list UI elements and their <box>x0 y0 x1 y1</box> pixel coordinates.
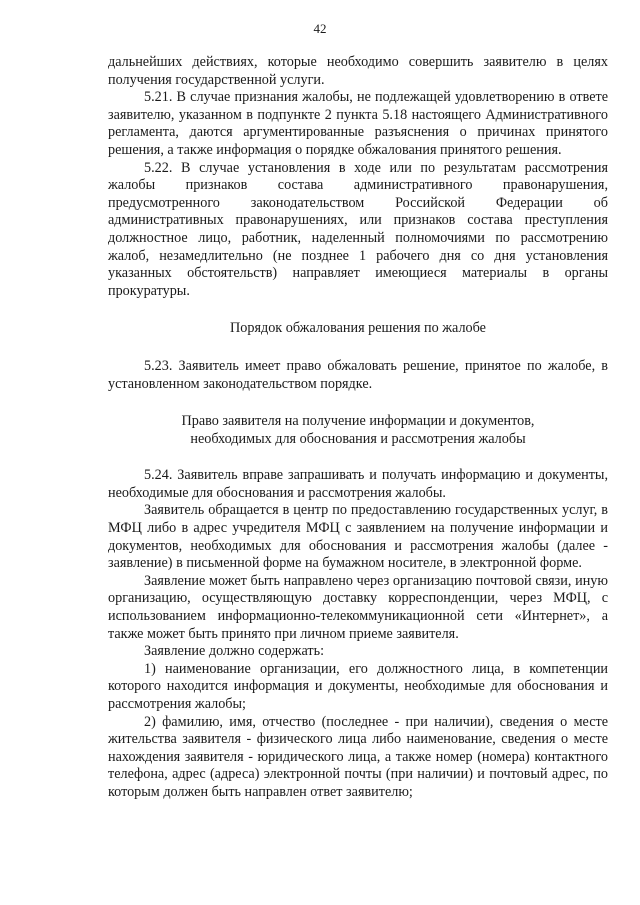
list-item-1: 1) наименование организации, его должностного лица, в компетенции которого находится информация и документы, необходимые для обоснования и рассмотрения жалобы; <box>108 660 608 712</box>
spacer <box>108 448 608 467</box>
heading-right-line-1: Право заявителя на получение информации и документов, <box>181 413 535 430</box>
list-item-2: 2) фамилию, имя, отчество (последнее - при наличии), сведения о месте жительства заявителя - физического лица либо наименование, сведения о месте нахождения заявителя - юридического лица, а также номер (номера) контактного телефона, адрес (адреса) электронной почты (при наличии) и почтовый адрес, по которым должен быть направлен ответ заявителю; <box>108 713 608 800</box>
paragraph-continuation: дальнейших действиях, которые необходимо совершить заявителю в целях получения государственной услуги. <box>108 54 608 88</box>
heading-right-line-2: необходимых для обоснования и рассмотрения жалобы <box>190 430 526 447</box>
paragraph-applicant-applies: Заявитель обращается в центр по предоставлению государственных услуг, в МФЦ либо в адрес учредителя МФЦ с заявлением на получение информации и документов, необходимых для обоснования и рассмотрения жалобы (далее - заявление) в письменной форме на бумажном носителе, в электронной форме. <box>108 502 608 572</box>
spacer <box>108 338 608 358</box>
document-body <box>108 54 608 802</box>
heading-appeal-order: Порядок обжалования решения по жалобе <box>230 320 486 337</box>
paragraph-5-21: 5.21. В случае признания жалобы, не подлежащей удовлетворению в ответе заявителю, указанном в подпункте 2 пункта 5.18 настоящего Административного регламента, даются аргументированные разъяснения о причинах принятого решения, а также информация о порядке обжалования принятого решения. <box>108 89 608 158</box>
spacer <box>108 393 608 413</box>
page-number: 42 <box>313 21 327 36</box>
paragraph-contents-intro: Заявление должно содержать: <box>144 643 325 660</box>
paragraph-5-23: 5.23. Заявитель имеет право обжаловать решение, принятое по жалобе, в установленном законодательством порядке. <box>108 357 608 392</box>
spacer <box>108 300 608 320</box>
paragraph-5-24: 5.24. Заявитель вправе запрашивать и получать информацию и документы, необходимые для обоснования и рассмотрения жалобы. <box>108 467 608 501</box>
paragraph-submission-methods: Заявление может быть направлено через организацию почтовой связи, иную организацию, осуществляющую доставку корреспонденции, через МФЦ, с использованием информационно-телекоммуникационной сети «Интернет», а также может быть принято при личном приеме заявителя. <box>108 572 608 642</box>
paragraph-5-22: 5.22. В случае установления в ходе или по результатам рассмотрения жалобы признаков состава административного правонарушения, предусмотренного законодательством Российской Федерации об административных правонарушениях, или признаков состава преступления должностное лицо, работник, наделенный полномочиями по рассмотрению жалоб, незамедлительно (не позднее 1 рабочего дня со дня установления указанных обстоятельств) направляет имеющиеся материалы в органы прокуратуры. <box>108 159 608 299</box>
